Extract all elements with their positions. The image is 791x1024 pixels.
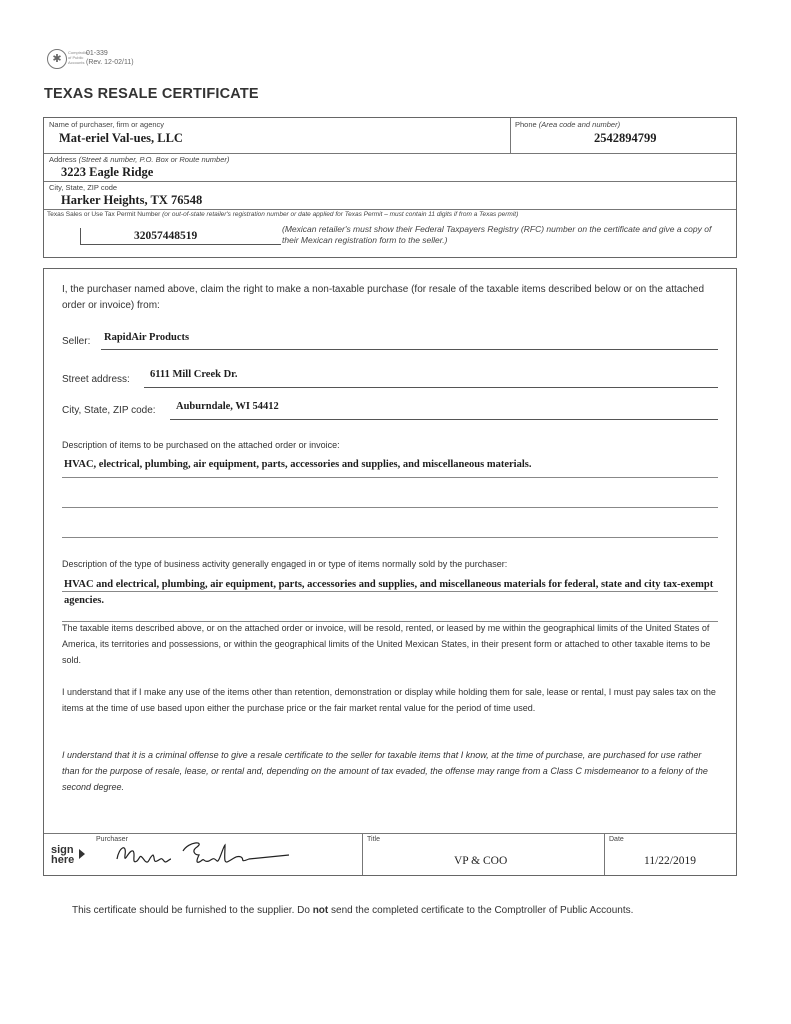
seller-field[interactable]: RapidAir Products	[104, 332, 190, 343]
comptroller-seal-icon: ✱	[47, 49, 67, 69]
address-field[interactable]: 3223 Eagle Ridge	[61, 165, 154, 179]
divider	[44, 209, 736, 210]
items-description-label: Description of items to be purchased on the attached order or invoice:	[62, 440, 340, 450]
street-address-underline	[144, 387, 718, 388]
phone-divider	[510, 118, 511, 154]
address-label-text: Address	[49, 155, 77, 164]
purchaser-info-box	[43, 117, 737, 258]
resale-claim-box	[43, 268, 737, 876]
address-label-note: (Street & number, P.O. Box or Route number)	[78, 155, 230, 164]
phone-label-note: (Area code and number)	[538, 120, 621, 129]
footer-text-1: This certificate should be furnished to the supplier. Do	[72, 905, 313, 916]
page-title: TEXAS RESALE CERTIFICATE	[44, 86, 259, 102]
title-field[interactable]: VP & COO	[454, 855, 508, 867]
use-tax-statement: I understand that if I make any use of the items other than retention, demonstration or display while holding them for sale, lease or rental, I must pay sales tax on the items at the time of use based upon either the purchase price or the fair market rental value for the period of time used.	[62, 687, 716, 713]
business-line-1	[62, 591, 718, 592]
resale-statement: The taxable items described above, or on the attached order or invoice, will be resold, rented, or leased by me within the geographical limits of the United States of America, its territories and possessions, or within the geographical limits of the United Mexican States, in their present form or attached to other taxable items to be sold.	[62, 623, 711, 665]
seller-underline	[101, 349, 718, 350]
purchaser-signature-label: Purchaser	[96, 836, 128, 843]
divider	[44, 153, 736, 154]
phone-label	[515, 120, 620, 129]
phone-label-text: Phone	[515, 120, 537, 129]
phone-field[interactable]: 2542894799	[594, 131, 657, 145]
business-description-label: Description of the type of business activity generally engaged in or type of items normally sold by the purchaser:	[62, 559, 508, 569]
purchaser-name-field[interactable]: Mat-eriel Val-ues, LLC	[59, 131, 183, 145]
title-label: Title	[367, 836, 380, 843]
date-field[interactable]: 11/22/2019	[644, 855, 696, 867]
street-address-field[interactable]: 6111 Mill Creek Dr.	[150, 369, 238, 380]
address-label	[49, 155, 229, 164]
items-line-2	[62, 507, 718, 508]
footer-note	[72, 905, 633, 916]
seller-city-field[interactable]: Auburndale, WI 54412	[176, 401, 279, 412]
criminal-offense-statement: I understand that it is a criminal offense to give a resale certificate to the seller for taxable items that I know, at the time of purchase, are purchased for use rather than for the purpose of resale, lease, or rental and, depending on the amount of tax evaded, the offense may range from a Class C misdemeanor to a felony of the second degree.	[62, 750, 708, 792]
seal-caption: Comptroller of Public Accounts	[68, 50, 89, 65]
purchaser-name-label: Name of purchaser, firm or agency	[49, 120, 165, 129]
divider	[44, 181, 736, 182]
claim-intro: I, the purchaser named above, claim the right to make a non-taxable purchase (for resale of the taxable items described below or on the attached order or invoice) from:	[62, 284, 705, 311]
business-description-field[interactable]: HVAC and electrical, plumbing, air equipment, parts, accessories and supplies, and miscellaneous materials for federal, state and city tax-exempt agencies.	[64, 579, 714, 606]
arrow-right-icon	[79, 849, 85, 859]
items-line-1	[62, 477, 718, 478]
permit-number-field[interactable]: 32057448519	[134, 230, 198, 242]
purchaser-city-field[interactable]: Harker Heights, TX 76548	[61, 193, 203, 207]
form-number: 01-339	[86, 50, 108, 57]
footer-text-2: send the completed certificate to the Comptroller of Public Accounts.	[328, 905, 634, 916]
seller-city-underline	[170, 419, 718, 420]
purchaser-city-label: City, State, ZIP code	[49, 183, 118, 192]
here-text: here	[51, 854, 75, 866]
signature-row-divider	[44, 833, 736, 834]
purchaser-signature[interactable]	[109, 837, 299, 875]
date-label: Date	[609, 836, 624, 843]
mexican-retailer-note: (Mexican retailer's must show their Federal Taxpayers Registry (RFC) number on the certificate and give a copy of their Mexican registration form to the seller.)	[282, 224, 712, 245]
title-divider	[362, 833, 363, 875]
permit-label-note: (or out-of-state retailer's registration number or date applied for Texas Permit – must contain 11 digits if from a Texas permit)	[162, 211, 519, 218]
date-divider	[604, 833, 605, 875]
seller-city-label: City, State, ZIP code:	[62, 405, 156, 416]
form-revision: (Rev. 12-02/11)	[86, 59, 134, 66]
items-description-field[interactable]: HVAC, electrical, plumbing, air equipment, parts, accessories and supplies, and miscellaneous materials.	[64, 459, 532, 470]
seller-label: Seller:	[62, 336, 91, 347]
sign-here-label	[51, 845, 74, 865]
sign-text: sign	[51, 844, 74, 856]
form-number-block	[86, 49, 134, 67]
permit-label	[47, 211, 518, 218]
street-address-label: Street address:	[62, 374, 130, 385]
permit-label-text: Texas Sales or Use Tax Permit Number	[47, 211, 161, 218]
footer-emphasis: not	[312, 905, 329, 916]
items-line-3	[62, 537, 718, 538]
